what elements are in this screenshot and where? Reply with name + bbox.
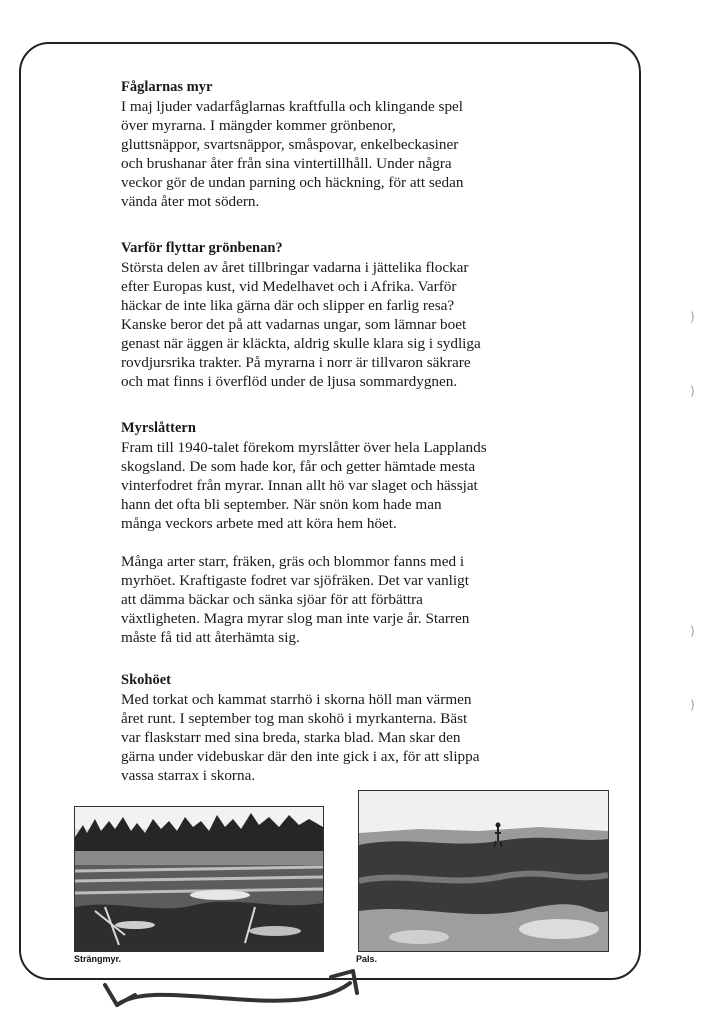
margin-mark-icon: ) xyxy=(690,384,695,398)
photo-strangmyr xyxy=(74,806,324,952)
curved-arrow-icon xyxy=(95,955,385,1015)
section-skohoet xyxy=(121,671,561,785)
section-heading: Myrslåttern xyxy=(121,420,196,436)
section-paragraph: Fram till 1940-talet förekom myrslåtter över hela Lapplands skogsland. De som hade kor, får och getter hämtade mesta vinterfodret från myrar. Innan allt hö var slaget och hässjat hann det ofta bli september. När snön kom hade man många veckors arbete med att köra hem höet. xyxy=(121,439,487,532)
section-varfor-flyttar xyxy=(121,239,561,391)
section-heading: Fåglarnas myr xyxy=(121,79,213,95)
section-paragraph: Största delen av året tillbringar vadarna i jättelika flockar efter Europas kust, vid Medelhavet och i Afrika. Varför häckar de inte lika gärna där och slipper en farlig resa? Kanske beror det på att vadarnas ungar, som lämnar boet genast när äggen är kläckta, aldrig skulle klara sig i sydliga rovdjursrika trakter. På myrarna i norr är tillvaron säkrare och mat finns i överflöd under de ljusa sommardygnen. xyxy=(121,259,481,390)
section-paragraph: Med torkat och kammat starrhö i skorna höll man värmen året runt. I september tog man skohö i myrkanterna. Bäst var flaskstarr med sina breda, starka blad. Man skar den gärna under videbuskar där den inte gick i ax, för att slippa vassa starrax i skorna. xyxy=(121,691,480,784)
section-faglarnas-myr xyxy=(121,78,561,211)
section-heading: Skohöet xyxy=(121,672,171,688)
margin-mark-icon: ) xyxy=(690,310,695,324)
section-myrslattern xyxy=(121,419,561,647)
caption-strangmyr: Strängmyr. xyxy=(74,954,122,964)
margin-mark-icon: ) xyxy=(690,624,695,638)
caption-pals: Pals. xyxy=(356,954,378,964)
margin-mark-icon: ) xyxy=(690,698,695,712)
section-paragraph: Många arter starr, fräken, gräs och blommor fanns med i myrhöet. Kraftigaste fodret var sjöfräken. Det var vanligt att dämma bäckar och sänka sjöar för att förbättra växtligheten. Magra myrar slog man inte varje år. Starren måste få tid att återhämta sig. xyxy=(121,553,470,646)
section-heading: Varför flyttar grönbenan? xyxy=(121,240,283,256)
article-text xyxy=(121,78,561,813)
photo-pals xyxy=(358,790,609,952)
section-paragraph: I maj ljuder vadarfåglarnas kraftfulla och klingande spel över myrarna. I mängder kommer grönbenor, gluttsnäppor, svartsnäppor, småspovar, enkelbeckasiner och brushanar åter från sina vintertillhåll. Under några veckor gör de undan parning och häckning, för att sedan vända åter mot södern. xyxy=(121,98,464,210)
